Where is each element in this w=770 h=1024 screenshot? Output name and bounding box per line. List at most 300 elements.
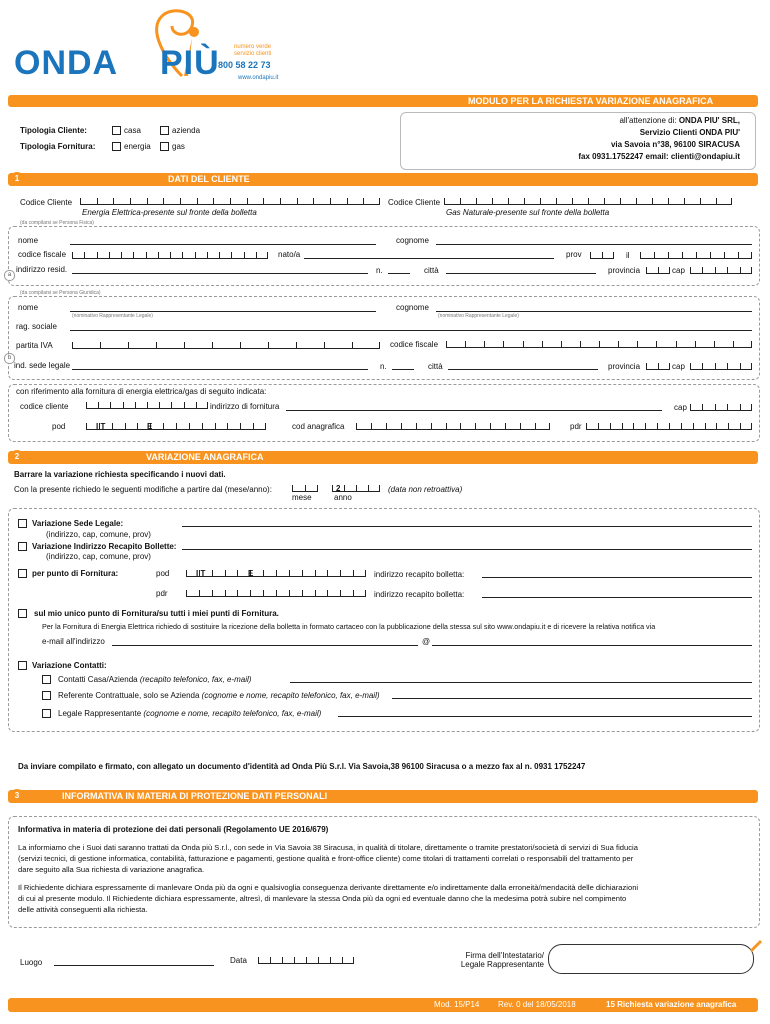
field-tick [147, 198, 148, 204]
field-tick [344, 485, 345, 491]
codice-cliente-3-field[interactable] [86, 402, 208, 409]
informativa-p2-line2: di cui al presente modulo. Il Richiedente dichiara espressamente, altresì, di manlevare la stessa Onda più da ogni ed eventuale danno che la medesima potrà subire nel compimento [18, 894, 627, 903]
codice-fiscale2-label: codice fiscale [390, 340, 439, 349]
field-tick [182, 252, 183, 258]
citta2-field[interactable] [448, 369, 598, 370]
field-tick [112, 423, 113, 429]
provincia2-label: provincia [608, 362, 641, 371]
brand-name-left: ONDA [14, 44, 119, 82]
indirizzo-fornitura-field[interactable] [286, 410, 662, 411]
field-tick [588, 198, 589, 204]
field-tick [505, 423, 506, 429]
field-tick [368, 485, 369, 491]
il-label: il [626, 251, 630, 260]
ind-sede-legale-field[interactable] [72, 369, 368, 370]
field-tick [195, 252, 196, 258]
recapito-bollette-label: Variazione Indirizzo Recapito Bollette: [32, 542, 177, 551]
field-tick [109, 252, 110, 258]
codice-fiscale2-field[interactable] [446, 341, 752, 348]
footer-mod: Mod. 15/P14 [434, 1000, 480, 1009]
field-tick [180, 198, 181, 204]
field-tick [622, 423, 623, 429]
giuridica-note: (da compilarsi se Persona Giuridica) [20, 290, 101, 296]
field-tick [524, 198, 525, 204]
field-tick [212, 570, 213, 576]
pod2-field[interactable] [186, 570, 366, 577]
field-tick [715, 267, 716, 273]
field-tick [353, 590, 354, 596]
informativa-p1-line3: dare seguito alla Sua richiesta di variazione anagrafica. [18, 865, 205, 874]
indirizzo-resid-field[interactable] [72, 273, 368, 274]
field-tick [128, 342, 129, 348]
field-tick [163, 198, 164, 204]
field-tick [97, 198, 98, 204]
field-tick [728, 423, 729, 429]
field-tick [282, 957, 283, 963]
field-tick [86, 402, 87, 408]
field-tick [313, 198, 314, 204]
email-indirizzo-label: e-mail all'indirizzo [42, 637, 105, 646]
field-tick [379, 198, 380, 204]
sede-legale-sub: (indirizzo, cap, comune, prov) [46, 530, 151, 539]
sul-mio-checkbox[interactable] [18, 609, 27, 618]
field-tick [84, 252, 85, 258]
field-tick [258, 957, 259, 963]
field-tick [652, 198, 653, 204]
field-tick [386, 423, 387, 429]
field-tick [731, 198, 732, 204]
footer-rev: Rev. 0 del 18/05/2018 [498, 1000, 576, 1009]
field-tick [212, 590, 213, 596]
field-tick [225, 590, 226, 596]
recapito-bollette-field[interactable] [182, 549, 752, 550]
cod-anagrafica-label: cod anagrafica [292, 422, 345, 431]
field-tick [86, 423, 87, 429]
field-tick [268, 342, 269, 348]
prov-label: prov [566, 250, 582, 259]
pod2-prefix: I T [196, 569, 206, 578]
nome-field[interactable] [70, 244, 376, 245]
pod2-label: pod [156, 569, 170, 578]
firma-line1: Firma dell'Intestatario/ [465, 951, 544, 960]
rag-sociale-label: rag. sociale [16, 322, 57, 331]
codice-cliente-ee-field[interactable] [80, 198, 380, 205]
pdr-field[interactable] [586, 423, 752, 430]
field-tick [294, 957, 295, 963]
field-tick [740, 363, 741, 369]
n2-label: n. [380, 362, 387, 371]
attention-line2: Servizio Clienti ONDA PIU' [639, 128, 740, 137]
field-tick [98, 402, 99, 408]
field-tick [197, 198, 198, 204]
sub-a-marker: a [4, 270, 15, 281]
provincia-label: provincia [608, 266, 641, 275]
section2-title: VARIAZIONE ANAGRAFICA [146, 452, 264, 462]
indirizzo-recapito-1-label: indirizzo recapito bolletta: [374, 570, 465, 579]
field-tick [227, 423, 228, 429]
field-tick [572, 198, 573, 204]
data-field[interactable] [258, 957, 354, 964]
pod-label: pod [52, 422, 66, 431]
field-tick [690, 363, 691, 369]
azienda-label: azienda [172, 126, 201, 135]
field-tick [196, 402, 197, 408]
referente-field[interactable] [392, 698, 752, 699]
field-tick [580, 341, 581, 347]
field-tick [484, 341, 485, 347]
contatti-casa-note: (recapito telefonico, fax, e-mail) [139, 675, 252, 684]
cod-anagrafica-field[interactable] [356, 423, 550, 430]
attention-prefix: all'attenzione di: [619, 116, 677, 125]
field-tick [645, 423, 646, 429]
field-tick [751, 404, 752, 410]
field-tick [100, 342, 101, 348]
field-tick [446, 423, 447, 429]
email-domain-field[interactable] [432, 645, 752, 646]
field-tick [97, 252, 98, 258]
field-tick [324, 342, 325, 348]
cap3-label: cap [674, 403, 687, 412]
field-tick [225, 570, 226, 576]
field-tick [240, 342, 241, 348]
pod-field[interactable] [86, 423, 266, 430]
per-punto-label: per punto di Fornitura: [32, 569, 119, 578]
field-tick [727, 267, 728, 273]
field-tick [256, 252, 257, 258]
citta-field[interactable] [446, 273, 596, 274]
field-tick [590, 252, 591, 258]
attention-name: ONDA PIU' SRL, [678, 116, 740, 125]
casa-checkbox[interactable] [112, 126, 121, 135]
field-tick [658, 267, 659, 273]
indirizzo-recapito-2-label: indirizzo recapito bolletta: [374, 590, 465, 599]
field-tick [125, 423, 126, 429]
email-user-field[interactable] [112, 645, 418, 646]
servizio-clienti-label: servizio clienti [234, 51, 272, 57]
field-tick [715, 404, 716, 410]
firma-label [448, 951, 544, 969]
partita-iva-field[interactable] [72, 342, 380, 349]
field-tick [646, 363, 647, 369]
cap-field[interactable] [690, 267, 752, 274]
brand-name-right: PIÙ [160, 44, 220, 82]
indirizzo-recapito-1-field[interactable] [482, 577, 752, 578]
referente-checkbox[interactable] [42, 691, 51, 700]
field-tick [751, 267, 752, 273]
pod2-e: E [248, 569, 254, 578]
sub-b-marker: b [4, 353, 15, 364]
field-tick [306, 957, 307, 963]
field-tick [189, 423, 190, 429]
field-tick [315, 570, 316, 576]
field-tick [276, 590, 277, 596]
field-tick [297, 198, 298, 204]
informativa-p1 [18, 842, 638, 875]
codice-cliente-3-label: codice cliente [20, 402, 69, 411]
pdr2-field[interactable] [186, 590, 366, 597]
field-tick [330, 198, 331, 204]
field-tick [599, 341, 600, 347]
signature-field[interactable] [548, 944, 754, 974]
anno-label: anno [334, 493, 352, 502]
n2-field[interactable] [392, 369, 414, 370]
section2-number: 2 [10, 450, 24, 464]
field-tick [668, 198, 669, 204]
cap2-label: cap [672, 362, 685, 371]
field-tick [147, 402, 148, 408]
field-tick [669, 363, 670, 369]
field-tick [549, 423, 550, 429]
informativa-p2-line1: Il Richiedente dichiara espressamente di manlevare Onda più da ogni e qualsivoglia conseguenza derivante direttamente e/o indirettamente dalla erroneità/mendacità delle dichiarazioni [18, 883, 639, 892]
informativa-heading: Informativa in materia di protezione dei dati personali (Regolamento UE 2016/679) [18, 825, 329, 834]
field-tick [237, 570, 238, 576]
cognome-label: cognome [396, 236, 429, 245]
field-tick [636, 198, 637, 204]
field-tick [137, 423, 138, 429]
field-tick [733, 341, 734, 347]
cognome-field[interactable] [436, 244, 752, 245]
firma-line2: Legale Rappresentante [460, 960, 544, 969]
mese-label: mese [292, 493, 312, 502]
per-punto-checkbox[interactable] [18, 569, 27, 578]
field-tick [202, 423, 203, 429]
field-tick [244, 252, 245, 258]
field-tick [353, 570, 354, 576]
field-tick [327, 590, 328, 596]
contatti-casa-field[interactable] [290, 682, 752, 683]
field-tick [446, 341, 447, 347]
field-tick [159, 402, 160, 408]
field-tick [289, 590, 290, 596]
field-tick [213, 198, 214, 204]
informativa-p2 [18, 882, 638, 915]
field-tick [292, 485, 293, 491]
codice-fiscale-field[interactable] [72, 252, 268, 259]
field-tick [72, 342, 73, 348]
nato-a-label: nato/a [278, 250, 301, 259]
barrare-text: Barrare la variazione richiesta specificando i nuovi dati. [14, 470, 226, 479]
cap2-field[interactable] [690, 363, 752, 370]
nominativo-note-2: (nominativo Rappresentante Legale) [438, 313, 519, 319]
contatti-casa-checkbox[interactable] [42, 675, 51, 684]
field-tick [317, 485, 318, 491]
field-tick [184, 402, 185, 408]
field-tick [740, 267, 741, 273]
field-tick [263, 198, 264, 204]
fisica-note: (da compilarsi se Persona Fisica) [20, 220, 94, 226]
partita-iva-label: partita IVA [16, 341, 53, 350]
field-tick [705, 423, 706, 429]
data-label: Data [230, 956, 247, 965]
nominativo-note: (nominativo Rappresentante Legale) [72, 313, 153, 319]
field-tick [598, 423, 599, 429]
field-tick [460, 423, 461, 429]
field-tick [416, 423, 417, 429]
field-tick [146, 252, 147, 258]
energia-checkbox[interactable] [112, 142, 121, 151]
field-tick [702, 404, 703, 410]
year-digit: 2 [336, 484, 341, 493]
field-tick [508, 198, 509, 204]
field-tick [646, 267, 647, 273]
provincia-field[interactable] [646, 267, 670, 274]
gas-checkbox[interactable] [160, 142, 169, 151]
section1-number: 1 [10, 172, 24, 186]
data-nascita-field[interactable] [640, 252, 752, 259]
field-tick [696, 252, 697, 258]
field-tick [751, 363, 752, 369]
field-tick [327, 570, 328, 576]
field-tick [113, 198, 114, 204]
field-tick [715, 363, 716, 369]
luogo-label: Luogo [20, 958, 43, 967]
cap3-field[interactable] [690, 404, 752, 411]
numero-verde-label: numero verde [234, 44, 272, 50]
field-tick [700, 198, 701, 204]
send-note: Da inviare compilato e firmato, con allegato un documento d'identità ad Onda Più S.r.l. Via Savoia,38 96100 Siracusa o a mezzo fax al n. 0931 1752247 [18, 762, 586, 771]
field-tick [123, 402, 124, 408]
legale-text: Legale Rappresentante [58, 709, 142, 718]
field-tick [702, 267, 703, 273]
brand-logo [12, 6, 302, 88]
ind-sede-legale-label: ind. sede legale [14, 361, 71, 370]
field-tick [431, 423, 432, 429]
provincia2-field[interactable] [646, 363, 670, 370]
footer-form-title: 15 Richiesta variazione anagrafica [606, 1000, 737, 1009]
field-tick [520, 423, 521, 429]
field-tick [490, 423, 491, 429]
rag-sociale-field[interactable] [70, 330, 752, 331]
section1-title: DATI DEL CLIENTE [168, 174, 250, 184]
field-tick [133, 252, 134, 258]
variazione-contatti-label: Variazione Contatti: [32, 661, 107, 670]
field-tick [253, 423, 254, 429]
pod-prefix: I T [96, 422, 106, 431]
field-tick [270, 957, 271, 963]
field-tick [610, 423, 611, 429]
pdr-label: pdr [570, 422, 582, 431]
field-tick [684, 198, 685, 204]
field-tick [230, 198, 231, 204]
gas-label: gas [172, 142, 185, 151]
field-tick [444, 198, 445, 204]
field-tick [371, 423, 372, 429]
pod-e: E [147, 422, 153, 431]
page-title: MODULO PER LA RICHIESTA VARIAZIONE ANAGRAFICA [468, 96, 714, 106]
legale-checkbox[interactable] [42, 709, 51, 718]
field-tick [237, 590, 238, 596]
nato-a-field[interactable] [304, 258, 554, 259]
field-tick [751, 423, 752, 429]
sede-legale-checkbox[interactable] [18, 519, 27, 528]
section3-number: 3 [10, 789, 24, 803]
field-tick [130, 198, 131, 204]
field-tick [727, 363, 728, 369]
field-tick [219, 252, 220, 258]
field-tick [668, 252, 669, 258]
field-tick [586, 423, 587, 429]
field-tick [620, 198, 621, 204]
field-tick [170, 252, 171, 258]
field-tick [263, 570, 264, 576]
referente-text: Referente Contrattuale, solo se Azienda [58, 691, 200, 700]
field-tick [738, 252, 739, 258]
field-tick [657, 423, 658, 429]
field-tick [640, 252, 641, 258]
field-tick [184, 342, 185, 348]
recapito-bollette-checkbox[interactable] [18, 542, 27, 551]
field-tick [475, 423, 476, 429]
attention-line4: fax 0931.1752247 email: clienti@ondapiu.it [578, 152, 740, 161]
citta2-label: città [428, 362, 443, 371]
luogo-field[interactable] [54, 965, 214, 966]
contatti-casa-text: Contatti Casa/Azienda [58, 675, 138, 684]
legale-field[interactable] [338, 716, 752, 717]
field-tick [315, 590, 316, 596]
mese-field[interactable] [292, 485, 318, 492]
field-tick [163, 423, 164, 429]
indirizzo-recapito-2-field[interactable] [482, 597, 752, 598]
variazione-contatti-checkbox[interactable] [18, 661, 27, 670]
sul-mio-label: sul mio unico punto di Fornitura/su tutti i miei punti di Fornitura. [34, 609, 279, 618]
field-tick [658, 363, 659, 369]
field-tick [296, 342, 297, 348]
field-tick [460, 198, 461, 204]
field-tick [633, 423, 634, 429]
field-tick [751, 252, 752, 258]
field-tick [690, 267, 691, 273]
note-energia: Energia Elettrica-presente sul fronte della bolletta [82, 208, 257, 217]
field-tick [176, 423, 177, 429]
nome2-field[interactable] [70, 311, 376, 312]
attention-block [400, 116, 740, 161]
n-label: n. [376, 266, 383, 275]
field-tick [276, 570, 277, 576]
field-tick [302, 570, 303, 576]
field-tick [613, 252, 614, 258]
field-tick [561, 341, 562, 347]
field-tick [156, 342, 157, 348]
cognome2-field[interactable] [436, 311, 752, 312]
field-tick [379, 485, 380, 491]
field-tick [207, 252, 208, 258]
azienda-checkbox[interactable] [160, 126, 169, 135]
field-tick [716, 198, 717, 204]
field-tick [751, 341, 752, 347]
codice-cliente-gas-field[interactable] [444, 198, 732, 205]
field-tick [492, 198, 493, 204]
field-tick [604, 198, 605, 204]
field-tick [379, 342, 380, 348]
recapito-sub: (indirizzo, cap, comune, prov) [46, 552, 151, 561]
sede-legale-field[interactable] [182, 526, 752, 527]
field-tick [365, 590, 366, 596]
prov-field[interactable] [590, 252, 614, 259]
field-tick [158, 252, 159, 258]
codice-fiscale-label: codice fiscale [18, 250, 67, 259]
field-tick [540, 198, 541, 204]
tipologia-cliente-label: Tipologia Cliente: [20, 126, 87, 135]
field-tick [231, 252, 232, 258]
referente-note: (cognome e nome, recapito telefonico, fax, e-mail) [201, 691, 380, 700]
n-field[interactable] [388, 273, 410, 274]
per-la-fornitura-text: Per la Fornitura di Energia Elettrica richiedo di sostituire la ricezione della bolletta in formato cartaceo con la pubblicazione della stessa sul sito www.ondapiu.it e di ricevere la relativa notifica via [42, 622, 656, 631]
informativa-p1-line1: La informiamo che i Suoi dati saranno trattati da Onda più S.r.l., con sede in Via Savoia 38 Siracusa, in qualità di titolare, direttamente o tramite prestatori/società di servizi di Sua fiducia [18, 843, 638, 852]
field-tick [542, 341, 543, 347]
cap-label: cap [672, 266, 685, 275]
field-tick [247, 198, 248, 204]
section3-title: INFORMATIVA IN MATERIA DI PROTEZIONE DATI PERSONALI [62, 791, 328, 801]
